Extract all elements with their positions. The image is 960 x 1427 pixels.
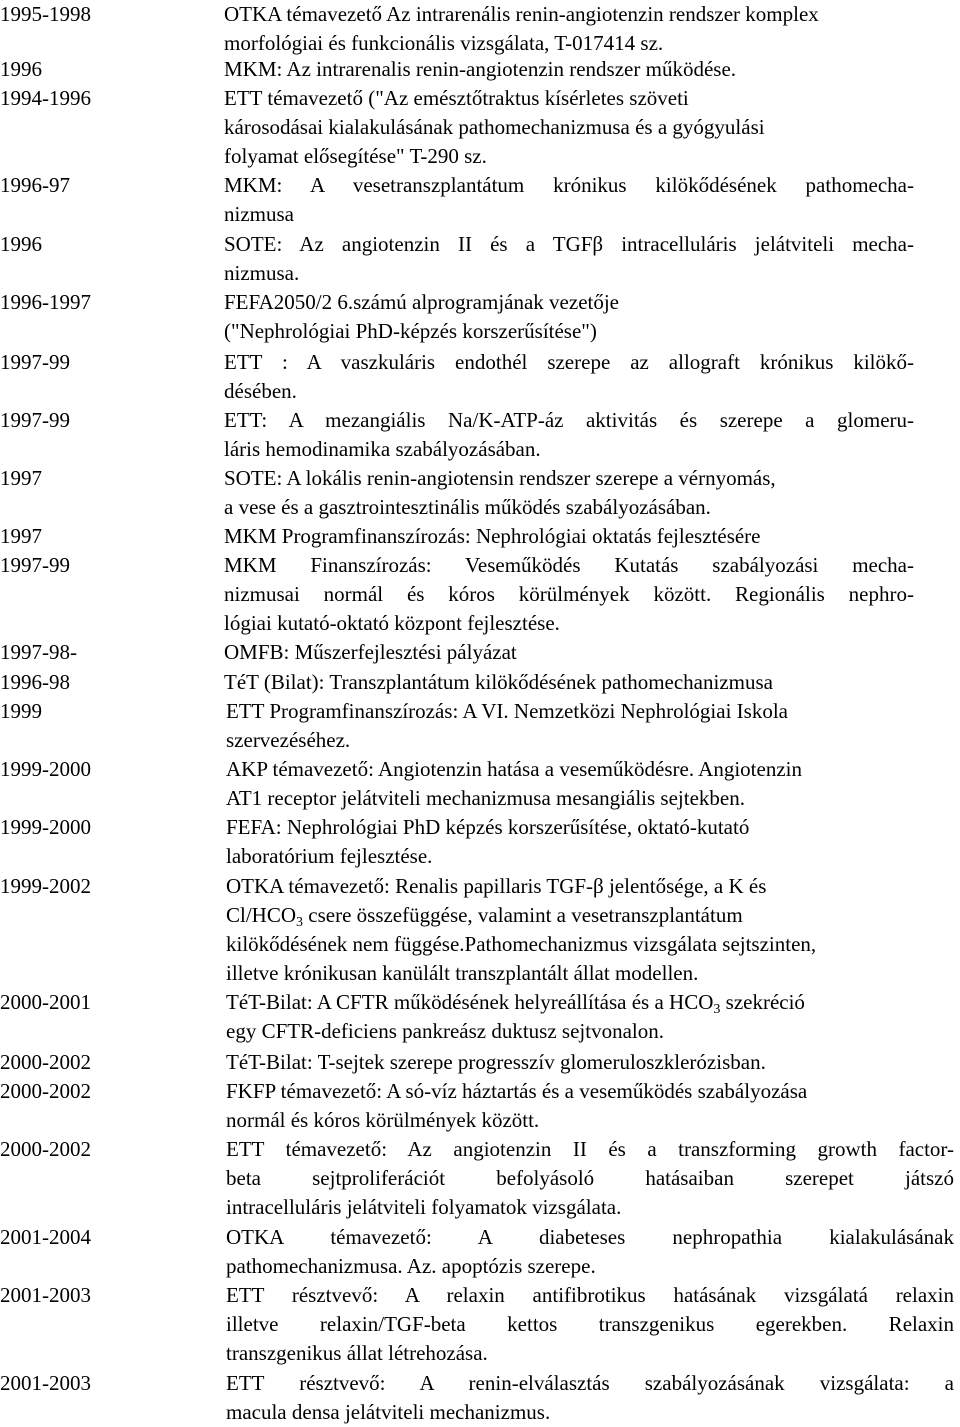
description-line: láris hemodinamika szabályozásában.: [224, 437, 541, 461]
entry-description: [226, 1048, 956, 1077]
description-line: [226, 901, 956, 930]
entry-year: 1996: [0, 232, 42, 256]
description-line: ETT résztvevő: A relaxin antifibrotikus hatásának vizsgálatá relaxin: [226, 1283, 954, 1307]
description-line: ETT témavezető ("Az emésztőtraktus kísérletes szöveti: [224, 86, 689, 110]
description-line: intracelluláris jelátviteli folyamatok vizsgálata.: [226, 1195, 622, 1219]
entry-description: [226, 1281, 954, 1368]
description-line: TéT (Bilat): Transzplantátum kilökődésének pathomechanizmusa: [224, 670, 773, 694]
description-line: macula densa jelátviteli mechanizmus.: [226, 1400, 551, 1424]
description-line: SOTE: A lokális renin-angiotensin rendszer szerepe a vérnyomás,: [224, 466, 776, 490]
description-line: károsodásai kialakulásának pathomechanizmusa és a gyógyulási: [224, 115, 765, 139]
description-line: ETT : A vaszkuláris endothél szerepe az allograft krónikus kilökő-: [224, 350, 914, 374]
description-text: TéT-Bilat: A CFTR működésének helyreállítása és a HCO: [226, 990, 714, 1014]
entry-year: 1997: [0, 466, 42, 490]
entry-year: 2001-2004: [0, 1225, 91, 1249]
description-line: beta sejtproliferációt befolyásoló hatásaiban szerepet játszó: [226, 1166, 954, 1190]
description-line: MKM Finanszírozás: Veseműködés Kutatás szabályozási mecha-: [224, 553, 914, 577]
description-line: kilökődésének nem függése.Pathomechanizmus vizsgálata sejtszinten,: [226, 932, 817, 956]
entry-description: [224, 55, 956, 84]
entry-description: [224, 0, 956, 58]
entry-description: [226, 1077, 956, 1135]
description-line: MKM: Az intrarenalis renin-angiotenzin rendszer működése.: [224, 57, 737, 81]
description-line: transzgenikus állat létrehozása.: [226, 1341, 488, 1365]
entry-description: [224, 230, 914, 288]
entry-description: [226, 813, 956, 871]
entry-description: [224, 522, 914, 551]
description-line: ("Nephrológiai PhD-képzés korszerűsítése"): [224, 319, 597, 343]
entry-year: 1997-99: [0, 553, 70, 577]
entry-description: [226, 988, 956, 1046]
entry-description: [226, 1223, 954, 1281]
entry-year: 1995-1998: [0, 2, 91, 26]
description-line: OTKA témavezető: Renalis papillaris TGF-β jelentősége, a K és: [226, 874, 767, 898]
entry-year: 1999-2000: [0, 757, 91, 781]
description-line: illetve krónikusan kanülált transzplantált állat modellen.: [226, 961, 699, 985]
entry-year: 2000-2002: [0, 1137, 91, 1161]
entry-year: 2000-2002: [0, 1050, 91, 1074]
description-line: ETT Programfinanszírozás: A VI. Nemzetközi Nephrológiai Iskola: [226, 699, 788, 723]
entry-description: [226, 697, 956, 755]
entry-description: [224, 406, 914, 464]
description-line: AT1 receptor jelátviteli mechanizmusa mesangiális sejtekben.: [226, 786, 745, 810]
description-line: nizmusa.: [224, 261, 300, 285]
description-line: FEFA: Nephrológiai PhD képzés korszerűsítése, oktató-kutató: [226, 815, 750, 839]
description-line: lógiai kutató-oktató központ fejlesztése.: [224, 611, 560, 635]
description-line: szervezéséhez.: [226, 728, 351, 752]
entry-year: 1999: [0, 699, 42, 723]
entry-year: 2000-2001: [0, 990, 91, 1014]
entry-description: [224, 551, 914, 638]
description-line: AKP témavezető: Angiotenzin hatása a veseműködésre. Angiotenzin: [226, 757, 802, 781]
entry-description: [226, 755, 956, 813]
entry-year: 1994-1996: [0, 86, 91, 110]
entry-year: 1997-99: [0, 408, 70, 432]
entry-year: 2001-2003: [0, 1371, 91, 1395]
description-line: ETT témavezető: Az angiotenzin II és a transzforming growth factor-: [226, 1137, 954, 1161]
description-line: pathomechanizmusa. Az. apoptózis szerepe.: [226, 1254, 596, 1278]
entry-description: [224, 668, 914, 697]
entry-year: 2001-2003: [0, 1283, 91, 1307]
description-text: csere összefüggése, valamint a vesetranszplantátum: [303, 903, 743, 927]
entry-description: [224, 638, 914, 667]
description-line: laboratórium fejlesztése.: [226, 844, 433, 868]
description-line: illetve relaxin/TGF-beta kettos transzgenikus egerekben. Relaxin: [226, 1312, 954, 1336]
entry-year: 1999-2000: [0, 815, 91, 839]
subscript-digit: 3: [713, 1002, 721, 1017]
entry-description: [226, 1369, 954, 1427]
description-line: nizmusai normál és kóros körülmények között. Regionális nephro-: [224, 582, 914, 606]
entry-year: 1996: [0, 57, 42, 81]
entry-description: [224, 288, 914, 346]
entry-description: [224, 348, 914, 406]
description-line: normál és kóros körülmények között.: [226, 1108, 540, 1132]
entry-description: [226, 1135, 954, 1222]
entry-year: 2000-2002: [0, 1079, 91, 1103]
description-line: egy CFTR-deficiens pankreász duktusz sejtvonalon.: [226, 1019, 664, 1043]
entry-year: 1996-98: [0, 670, 70, 694]
description-line: SOTE: Az angiotenzin II és a TGFβ intracelluláris jelátviteli mecha-: [224, 232, 914, 256]
description-line: nizmusa: [224, 202, 294, 226]
description-line: FEFA2050/2 6.számú alprogramjának vezetője: [224, 290, 620, 314]
entry-year: 1997-99: [0, 350, 70, 374]
formula-text: Cl/HCO: [226, 903, 297, 927]
entry-description: [224, 171, 914, 229]
description-line: ETT résztvevő: A renin-elválasztás szabályozásának vizsgálata: a: [226, 1371, 954, 1395]
description-line: TéT-Bilat: T-sejtek szerepe progresszív glomeruloszklerózisban.: [226, 1050, 766, 1074]
entry-year: 1996-1997: [0, 290, 91, 314]
description-line: ETT: A mezangiális Na/K-ATP-áz aktivitás és szerepe a glomeru-: [224, 408, 914, 432]
entry-year: 1997: [0, 524, 42, 548]
description-line: FKFP témavezető: A só-víz háztartás és a veseműködés szabályozása: [226, 1079, 808, 1103]
description-line: OTKA témavezető Az intrarenális renin-angiotenzin rendszer komplex: [224, 2, 819, 26]
description-line: MKM Programfinanszírozás: Nephrológiai oktatás fejlesztésére: [224, 524, 761, 548]
description-line: désében.: [224, 379, 297, 403]
entry-year: 1996-97: [0, 173, 70, 197]
description-line: [226, 988, 956, 1017]
description-text: szekréció: [720, 990, 805, 1014]
description-line: a vese és a gasztrointesztinális működés szabályozásában.: [224, 495, 711, 519]
description-line: morfológiai és funkcionális vizsgálata, T-017414 sz.: [224, 31, 664, 55]
entry-year: 1997-98-: [0, 640, 77, 664]
description-line: MKM: A vesetranszplantátum krónikus kilökődésének pathomecha-: [224, 173, 914, 197]
entry-description: [226, 872, 956, 988]
entry-year: 1999-2002: [0, 874, 91, 898]
entry-description: [224, 464, 914, 522]
description-line: folyamat elősegítése" T-290 sz.: [224, 144, 487, 168]
description-line: OMFB: Műszerfejlesztési pályázat: [224, 640, 517, 664]
subscript-digit: 3: [296, 915, 304, 930]
entry-description: [224, 84, 956, 171]
description-line: OTKA témavezető: A diabeteses nephropathia kialakulásának: [226, 1225, 954, 1249]
